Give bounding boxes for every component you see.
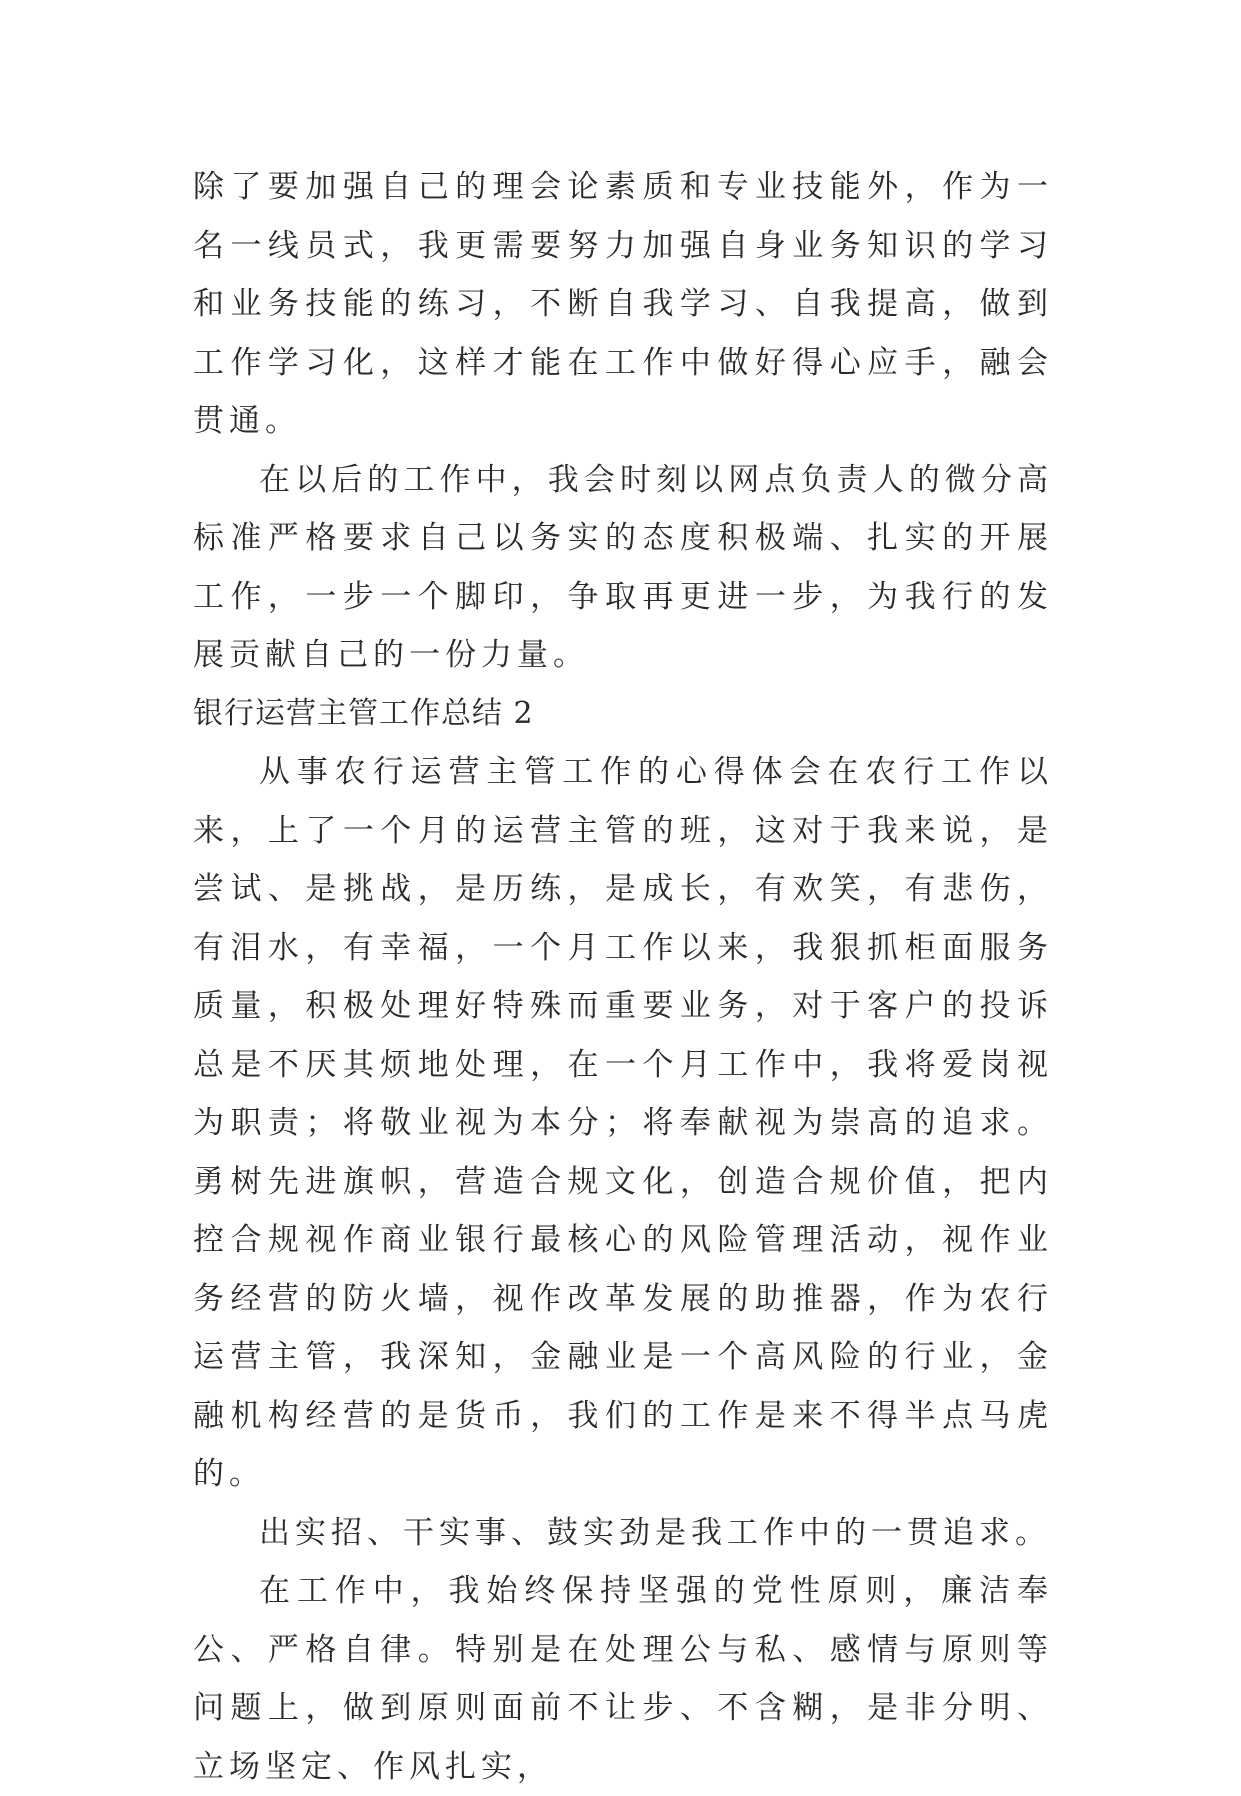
paragraph-2: 在以后的工作中，我会时刻以网点负责人的微分高标准严格要求自己以务实的态度积极端、扎实的开展工作，一步一个脚印，争取再更进一步，为我行的发展贡献自己的一份力量。	[193, 461, 1053, 673]
section-heading: 银行运营主管工作总结 2	[193, 695, 534, 731]
paragraph-3: 从事农行运营主管工作的心得体会在农行工作以来，上了一个月的运营主管的班，这对于我来说，是尝试、是挑战，是历练，是成长，有欢笑，有悲伤，有泪水，有幸福，一个月工作以来，我狠抓柜面服务质量，积极处理好特殊而重要业务，对于客户的投诉总是不厌其烦地处理，在一个月工作中，我将爱岗视为职责；将敬业视为本分；将奉献视为崇高的追求。勇树先进旗帜，营造合规文化，创造合规价值，把内控合规视作商业银行最核心的风险管理活动，视作业务经营的防火墙，视作改革发展的助推器，作为农行运营主管，我深知，金融业是一个高风险的行业，金融机构经营的是货币，我们的工作是来不得半点马虎的。	[193, 754, 1053, 1492]
document-body	[193, 158, 1053, 1796]
paragraph-5: 在工作中，我始终保持坚强的党性原则，廉洁奉公、严格自律。特别是在处理公与私、感情与原则等问题上，做到原则面前不让步、不含糊，是非分明、立场坚定、作风扎实，	[193, 1573, 1053, 1785]
paragraph-1: 除了要加强自己的理会论素质和专业技能外，作为一名一线员式，我更需要努力加强自身业务知识的学习和业务技能的练习，不断自我学习、自我提高，做到工作学习化，这样才能在工作中做好得心应手，融会贯通。	[193, 169, 1053, 439]
paragraph-4: 出实招、干实事、鼓实劲是我工作中的一贯追求。	[259, 1514, 1051, 1551]
